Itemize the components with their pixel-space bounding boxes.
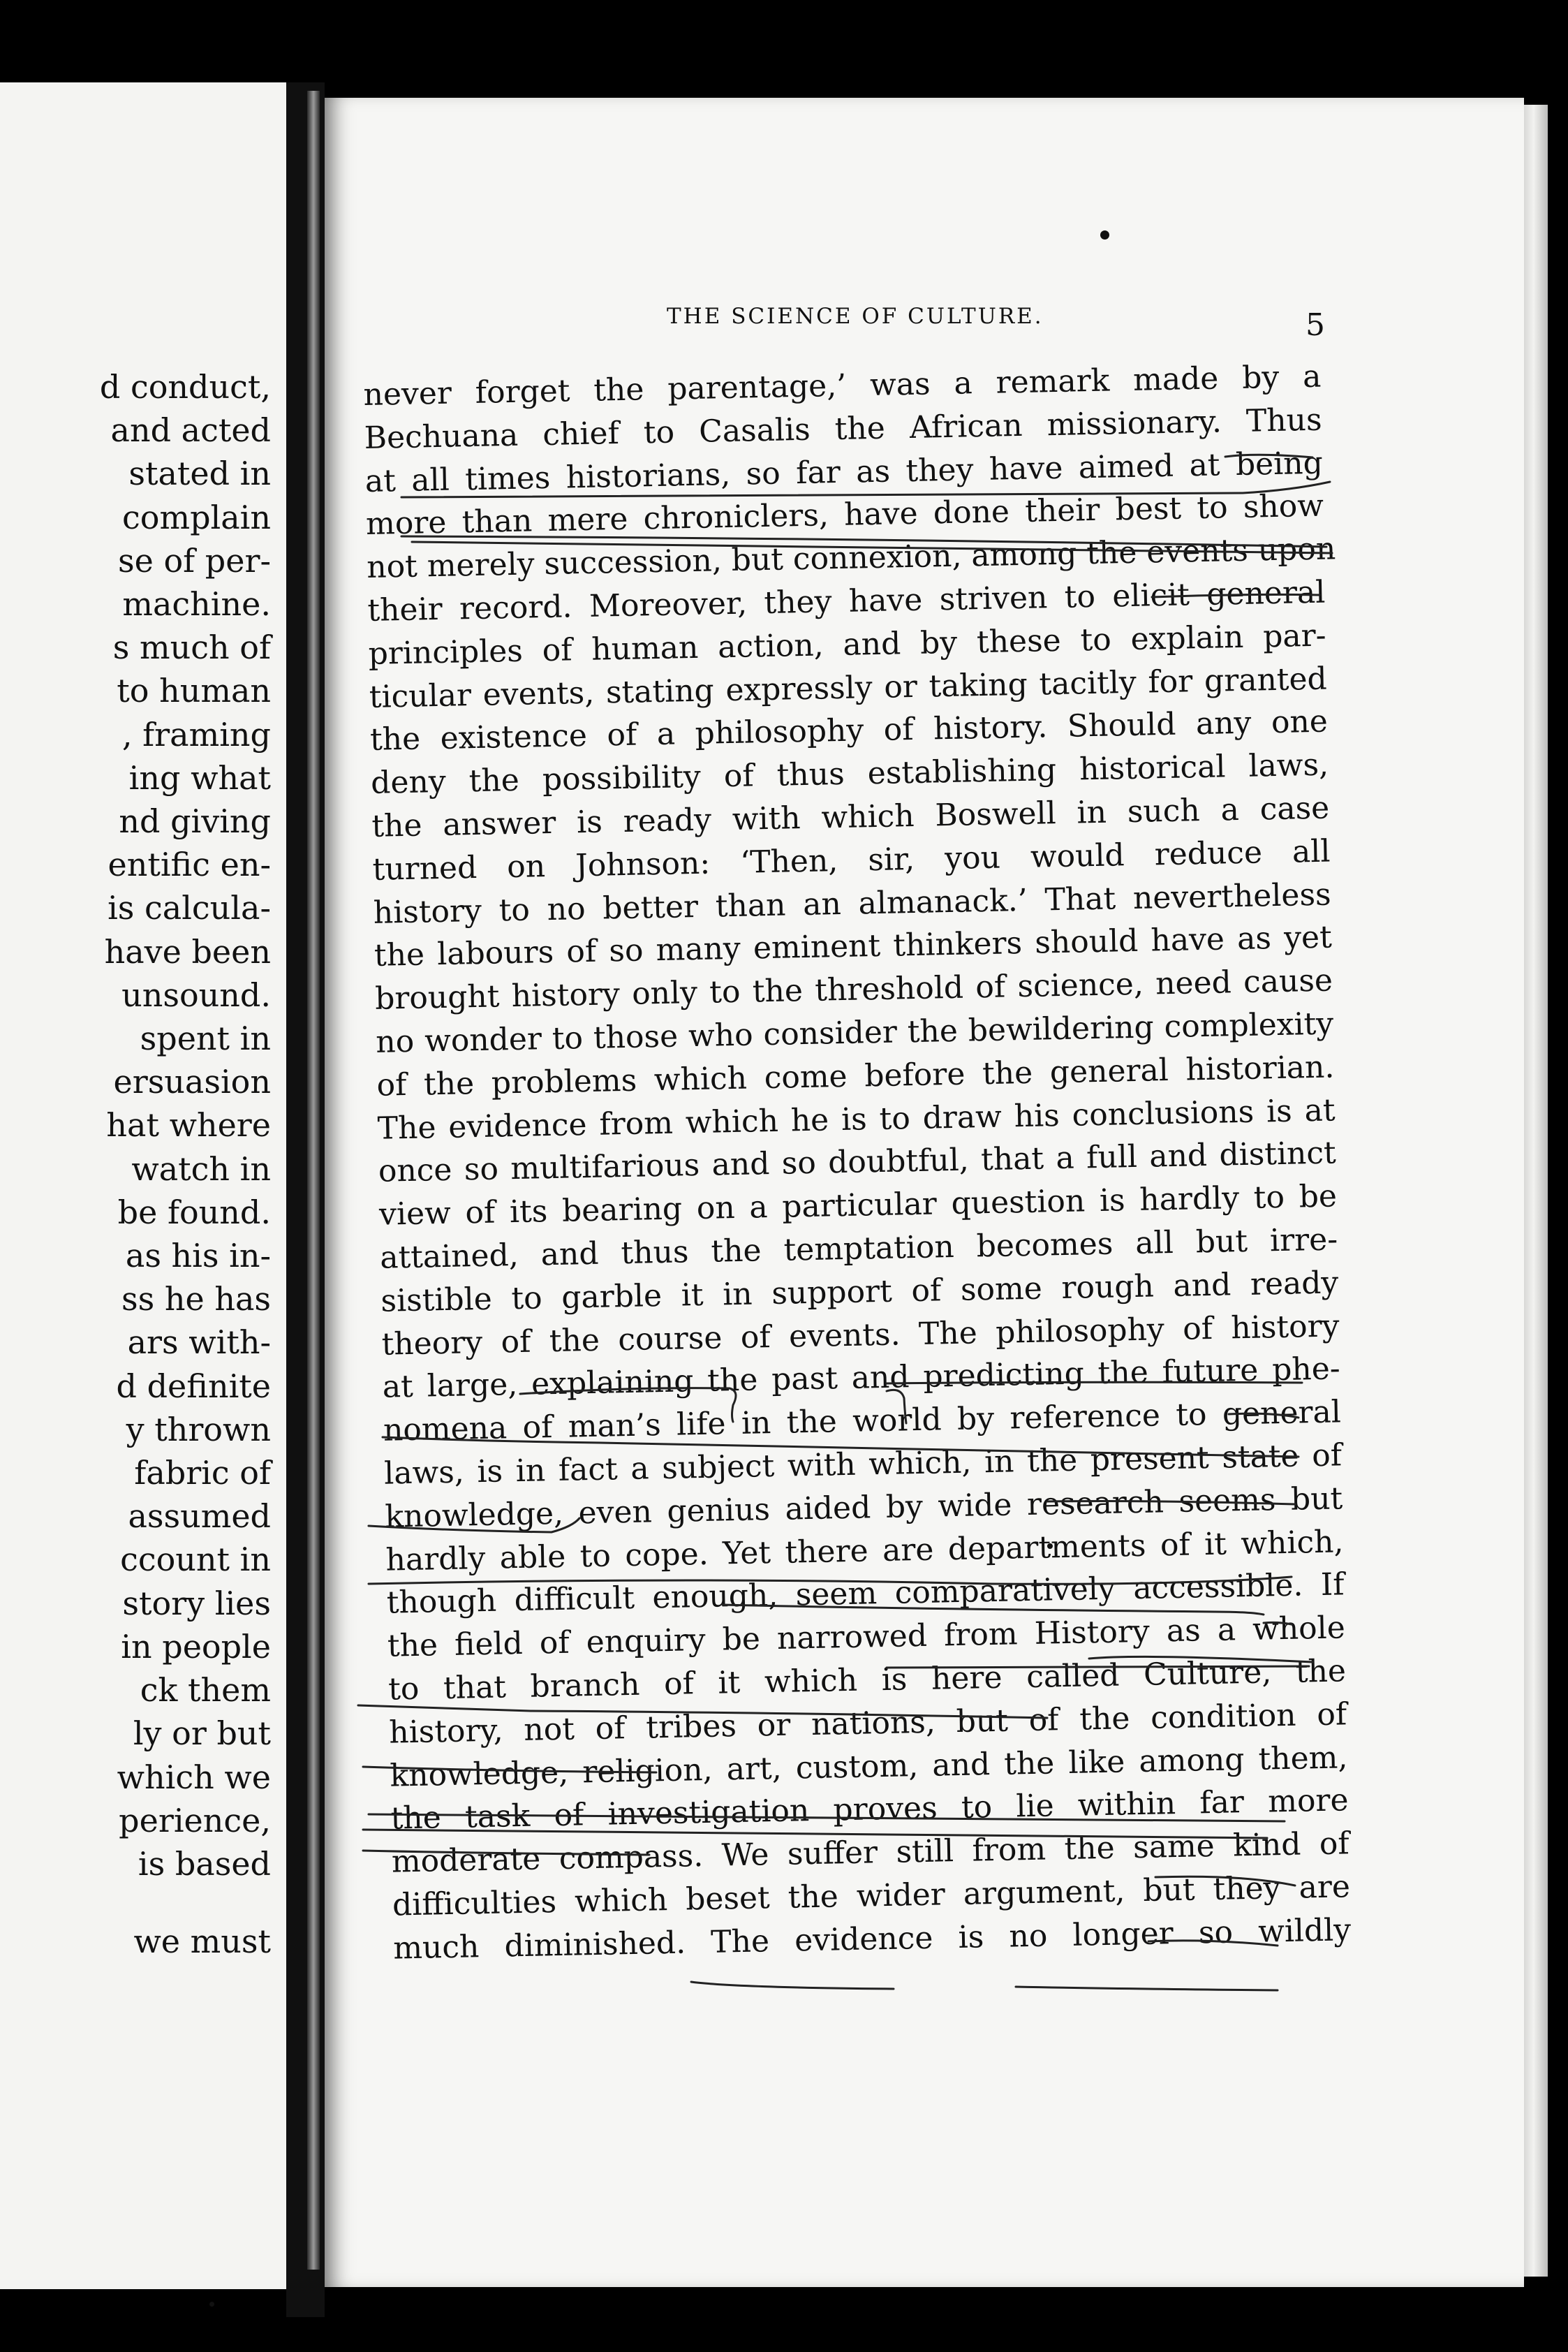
text-line: not merely succession, but connexion, among the events upon [366, 531, 1336, 586]
text-line: though difficult enough, seem comparatively accessible. If [386, 1566, 1345, 1621]
text-line: at all times historians, so far as they have aimed at being [364, 445, 1324, 499]
left-line: fabric of [134, 1454, 271, 1492]
left-line: ss he has [121, 1280, 271, 1318]
left-line: perience, [119, 1801, 271, 1839]
text-line: never forget the parentage,’ was a remark made by a [363, 358, 1322, 413]
ink-dot [1100, 230, 1109, 240]
text-line: once so multifarious and so doubtful, that a full and distinct [378, 1135, 1337, 1190]
left-line: ccount in [120, 1541, 271, 1579]
left-page-text [100, 365, 271, 1963]
left-line: ck them [140, 1671, 271, 1710]
left-line: and acted [110, 411, 271, 450]
left-line: assumed [128, 1497, 271, 1536]
left-line: unsound. [121, 976, 271, 1014]
left-line: machine. [122, 585, 271, 624]
text-line: history, not of tribes or nations, but of the condition of [388, 1696, 1347, 1751]
text-line: sistible to garble it in support of some rough and ready [380, 1265, 1339, 1319]
left-line: , framing [121, 715, 271, 754]
text-line: their record. Moreover, they have striven to elicit general [367, 574, 1326, 629]
ink-speck [209, 2302, 214, 2307]
text-line: hardly able to cope. Yet there are departments of it which, [385, 1523, 1344, 1578]
left-line: is calcula- [108, 889, 271, 927]
left-line: s much of [112, 629, 271, 667]
text-line: Bechuana chief to Casalis the African missionary. Thus [364, 402, 1323, 456]
left-line: entific en- [108, 846, 271, 884]
left-line: watch in [131, 1149, 271, 1188]
text-line: difficulties which beset the wider argument, but they are [392, 1869, 1351, 1923]
left-line: in people [121, 1627, 271, 1666]
left-line: as his in- [125, 1237, 271, 1275]
text-line: knowledge, religion, art, custom, and the like among them, [390, 1739, 1348, 1794]
text-line: principles of human action, and by these to explain par- [368, 617, 1326, 672]
text-line: nomena of man’s life in the world by reference to general [383, 1394, 1342, 1448]
page-number: 5 [1306, 307, 1325, 343]
left-line: have been [104, 932, 271, 971]
left-line: be found. [117, 1193, 271, 1231]
text-line: no wonder to those who consider the bewildering complexity [375, 1006, 1334, 1060]
left-line: to human [117, 672, 271, 710]
text-line: the field of enquiry be narrowed from History as a whole [387, 1610, 1346, 1664]
text-line: the existence of a philosophy of history. Should any one [369, 703, 1329, 758]
text-line: of the problems which come before the general historian. [376, 1049, 1335, 1103]
text-line: the task of investigation proves to lie within far more [390, 1782, 1349, 1837]
left-line: y thrown [126, 1410, 271, 1448]
running-head: THE SCIENCE OF CULTURE. [667, 304, 1044, 329]
text-line: deny the possibility of thus establishing historical laws, [370, 747, 1329, 802]
left-line: story lies [122, 1584, 271, 1622]
left-line: stated in [128, 455, 271, 493]
body-text [363, 355, 1352, 1970]
text-line: The evidence from which he is to draw his conclusions is at [377, 1092, 1336, 1147]
text-line: ticular events, stating expressly or taking tacitly for granted [369, 661, 1328, 715]
left-line: is based [138, 1844, 271, 1883]
left-line: ly or but [133, 1714, 271, 1753]
left-line: se of per- [118, 541, 271, 580]
text-line: knowledge, even genius aided by wide research seems but [384, 1480, 1343, 1535]
text-line: history to no better than an almanack.’ That nevertheless [373, 876, 1332, 931]
text-line: brought history only to the threshold of science, need cause [374, 962, 1333, 1017]
left-line: d conduct, [99, 368, 271, 406]
left-line: spent in [140, 1020, 271, 1058]
left-line: d definite [116, 1367, 271, 1405]
text-line: attained, and thus the temptation becomes all but irre- [379, 1221, 1338, 1276]
text-line: laws, is in fact a subject with which, in the present state of [383, 1437, 1343, 1492]
left-page [0, 82, 288, 2289]
text-line: turned on Johnson: ‘Then, sir, you would reduce all [372, 833, 1331, 888]
left-line: ars with- [127, 1323, 271, 1362]
left-line: we must [133, 1923, 271, 1961]
text-line: the answer is ready with which Boswell in such a case [371, 790, 1330, 844]
book-binding [307, 91, 320, 2270]
text-line: more than mere chroniclers, have done their best to show [365, 488, 1324, 543]
text-line: much diminished. The evidence is no longer so wildly [392, 1911, 1352, 1967]
left-line: nd giving [119, 802, 271, 841]
page-edge [1524, 105, 1548, 2277]
left-line: ersuasion [113, 1063, 271, 1101]
text-line: to that branch of it which is here called Culture, the [387, 1653, 1347, 1707]
text-line: theory of the course of events. The philosophy of history [381, 1307, 1340, 1362]
text-line: view of its bearing on a particular question is hardly to be [378, 1178, 1338, 1233]
left-line: ing what [128, 758, 271, 797]
left-line: which we [117, 1758, 271, 1796]
left-line: hat where [106, 1106, 271, 1145]
text-line: the labours of so many eminent thinkers should have as yet [373, 919, 1333, 974]
text-line: moderate compass. We suffer still from the same kind of [391, 1825, 1350, 1880]
text-line: at large, explaining the past and predicting the future phe- [382, 1351, 1341, 1406]
left-line: complain [122, 498, 271, 536]
